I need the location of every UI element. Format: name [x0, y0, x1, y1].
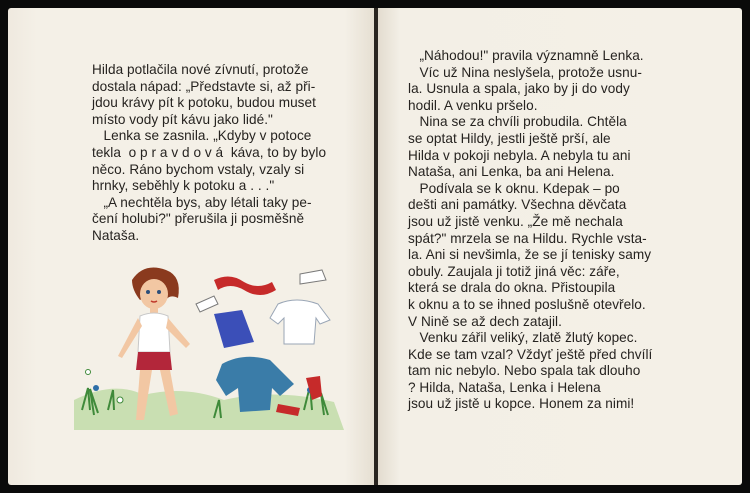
text-line: „Náhodou!" pravila významně Lenka. [408, 48, 644, 63]
grass-icon [74, 370, 344, 431]
left-page-text [92, 62, 326, 245]
text-line: k oknu a to se ihned poslušně otevřelo. [408, 296, 646, 312]
text-line: jdou krávy pít k potoku, budou muset [92, 95, 316, 111]
text-line: ? Hilda, Nataša, Lenka i Helena [408, 379, 601, 395]
girl-clothes-illustration [74, 260, 354, 430]
left-page [8, 8, 374, 485]
text-line: Lenka se zasnila. „Kdyby v potoce [92, 128, 312, 144]
text-line: se optat Hildy, jestli ještě prší, ale [408, 130, 611, 146]
text-line: čení holubi?" přerušila ji posměšně [92, 211, 305, 227]
text-line: la. Usnula a spala, jako by ji do vody [408, 81, 630, 97]
text-line: Podívala se k oknu. Kdepak – po [408, 180, 620, 196]
text-line: Kde se tam vzal? Vždyť ještě před chvílí [408, 346, 653, 362]
scarf-icon [214, 276, 276, 295]
text-line: Nina se za chvíli probudila. Chtěla [408, 114, 627, 130]
right-page [378, 8, 742, 485]
text-line: Venku zářil veliký, zlatě žlutý kopec. [408, 330, 638, 346]
text-line: Hilda potlačila nové zívnutí, protože [92, 62, 309, 77]
text-line: la. Ani si nevšimla, že se jí tenisky samy [408, 247, 652, 263]
text-line: Nataša, ani Lenka, ba ani Helena. [408, 164, 615, 180]
text-line: obuly. Zaujala ji totiž jiná věc: záře, [408, 263, 620, 279]
text-line: hrnky, seběhly k potoku a . . ." [92, 178, 275, 194]
text-line: jsou už jistě u kopce. Honem za nimi! [408, 396, 635, 412]
text-line: tekla o p r a v d o v á káva, to by bylo [92, 144, 327, 160]
sneaker-icon [300, 270, 326, 284]
text-line: spát?" mrzela se na Hildu. Rychle vsta- [408, 230, 647, 246]
text-line: V Nině se až dech zatajil. [408, 313, 562, 329]
text-line: „A nechtěla bys, aby létali taky pe- [92, 194, 312, 210]
text-line: hodil. A venku pršelo. [408, 97, 538, 113]
text-line: něco. Ráno bychom vstaly, vzaly si [92, 161, 305, 177]
text-line: tam nic nebylo. Nebo spala tak dlouho [408, 363, 641, 379]
text-line: dešti ani památky. Všechna děvčata [408, 197, 627, 213]
text-line: dostala nápad: „Představte si, až při- [92, 78, 316, 94]
shirt-icon [270, 300, 330, 344]
text-line: místo vody pít kávu jako lidé." [92, 111, 273, 127]
sneaker-icon [196, 296, 218, 312]
text-line: Víc už Nina neslyšela, protože usnu- [408, 64, 642, 80]
skirt-icon [214, 310, 254, 348]
text-line: která se drala do okna. Přistoupila [408, 280, 616, 296]
text-line: jsou už jistě venku. „Že mě nechala [408, 213, 623, 229]
open-book [8, 8, 742, 485]
right-page-text [408, 48, 652, 413]
text-line: Nataša. [92, 227, 140, 243]
text-line: Hilda v pokoji nebyla. A nebyla tu ani [408, 147, 631, 163]
